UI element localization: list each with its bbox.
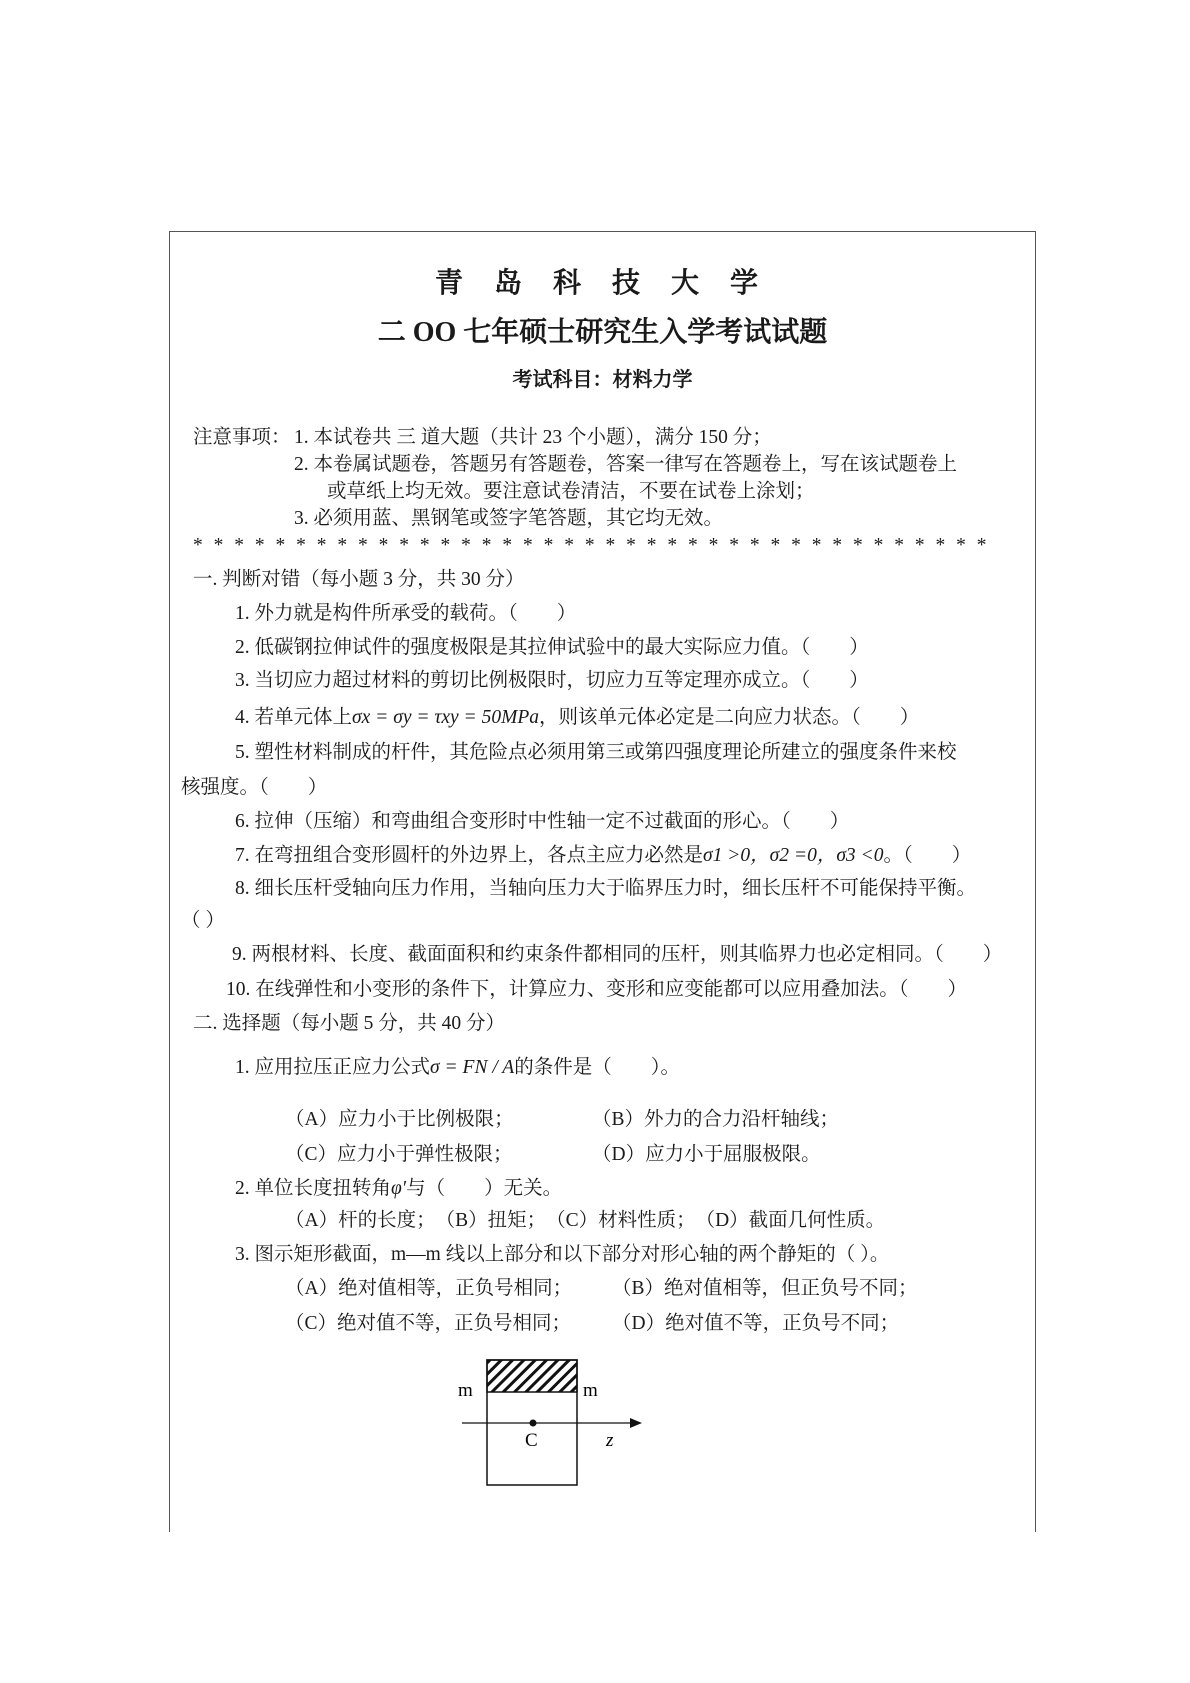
section2-heading: 二. 选择题（每小题 5 分，共 40 分）: [193, 1013, 506, 1034]
s2-q2-symbol: φ′: [391, 1178, 407, 1199]
hatched-area: [487, 1360, 577, 1392]
s2-q1-opt-c: （C）应力小于弹性极限；: [285, 1144, 513, 1165]
s1-q8-cont: （ ）: [181, 910, 225, 931]
s2-q1-tail: 的条件是（ ）。: [514, 1057, 680, 1078]
s1-q8: 8. 细长压杆受轴向压力作用，当轴向压力大于临界压力时，细长压杆不可能保持平衡。: [235, 878, 977, 899]
s1-q1: 1. 外力就是构件所承受的载荷。（ ）: [235, 603, 577, 624]
s2-q3-opt-c: （C）绝对值不等，正负号相同；: [285, 1313, 572, 1334]
s1-q10: 10. 在线弹性和小变形的条件下，计算应力、变形和应变能都可以应用叠加法。（ ）: [226, 979, 968, 1000]
s2-q3: 3. 图示矩形截面，m—m 线以上部分和以下部分对形心轴的两个静矩的（ ）。: [235, 1244, 890, 1265]
university-name: 青 岛 科 技 大 学: [434, 268, 770, 299]
s1-q4-text: 4. 若单元体上: [235, 707, 353, 728]
s2-q1: [235, 1056, 680, 1080]
s1-q6: 6. 拉伸（压缩）和弯曲组合变形时中性轴一定不过截面的形心。（ ）: [235, 811, 850, 832]
s2-q2-options: （A）杆的长度； （B）扭矩； （C）材料性质； （D）截面几何性质。: [285, 1210, 886, 1231]
separator: * * * * * * * * * * * * * * * * * * * * * * * * * * * * * * * * * * * * * * *: [193, 535, 990, 556]
s2-q3-opt-b: （B）绝对值相等，但正负号不同；: [612, 1278, 918, 1299]
s1-q4: [235, 706, 919, 730]
notes-label: 注意事项：: [193, 427, 291, 448]
exam-title: 二 OO 七年硕士研究生入学考试试题: [377, 317, 828, 348]
note-3: 3. 必须用蓝、黑钢笔或签字笔答题，其它均无效。: [294, 508, 724, 529]
s2-q2: [235, 1177, 562, 1201]
s1-q9: 9. 两根材料、长度、截面面积和约束条件都相同的压杆，则其临界力也必定相同。（ ）: [232, 944, 1003, 965]
s2-q3-opt-a: （A）绝对值相等，正负号相同；: [285, 1278, 573, 1299]
s1-q5: 5. 塑性材料制成的杆件，其危险点必须用第三或第四强度理论所建立的强度条件来校: [235, 742, 957, 763]
s2-q2-text: 2. 单位长度扭转角: [235, 1178, 392, 1199]
s2-q1-text: 1. 应用拉压正应力公式: [235, 1057, 431, 1078]
exam-subject: 考试科目：材料力学: [512, 369, 693, 391]
s1-q3: 3. 当切应力超过材料的剪切比例极限时，切应力互等定理亦成立。（ ）: [235, 670, 869, 691]
s2-q1-formula: σ = FN / A: [430, 1057, 515, 1078]
s1-q2: 2. 低碳钢拉伸试件的强度极限是其拉伸试验中的最大实际应力值。（ ）: [235, 637, 869, 658]
s2-q1-opt-d: （D）应力小于屈服极限。: [592, 1144, 821, 1165]
s1-q4-formula: σx = σy = τxy = 50MPa: [352, 707, 539, 728]
rectangle-section-figure: [440, 1340, 680, 1510]
section1-heading: 一. 判断对错（每小题 3 分，共 30 分）: [193, 569, 525, 590]
note-2-cont: 或草纸上均无效。要注意试卷清洁，不要在试卷上涂划；: [327, 481, 815, 502]
s1-q7-tail: 。（ ）: [883, 845, 972, 866]
arrow-icon: [630, 1418, 642, 1428]
label-c: C: [525, 1430, 538, 1451]
s2-q2-tail: 与（ ）无关。: [406, 1178, 563, 1199]
s1-q4-tail: ，则该单元体必定是二向应力状态。（ ）: [538, 707, 920, 728]
label-z: z: [606, 1430, 614, 1451]
s2-q1-opt-b: （B）外力的合力沿杆轴线；: [592, 1109, 840, 1130]
s2-q1-opt-a: （A）应力小于比例极限；: [285, 1109, 514, 1130]
s2-q3-opt-d: （D）绝对值不等，正负号不同；: [612, 1313, 900, 1334]
label-m-right: m: [583, 1380, 598, 1401]
label-m-left: m: [458, 1380, 473, 1401]
s1-q7-formula: σ1 >0，σ2 =0，σ3 <0: [703, 845, 884, 866]
s1-q7: [235, 844, 971, 868]
note-1: 1. 本试卷共 三 道大题（共计 23 个小题），满分 150 分；: [294, 427, 772, 448]
s1-q7-text: 7. 在弯扭组合变形圆杆的外边界上，各点主应力必然是: [235, 845, 704, 866]
centroid-point: [530, 1420, 537, 1427]
note-2: 2. 本卷属试题卷，答题另有答题卷，答案一律写在答题卷上，写在该试题卷上: [294, 454, 958, 475]
s1-q5-cont: 核强度。（ ）: [181, 777, 328, 798]
